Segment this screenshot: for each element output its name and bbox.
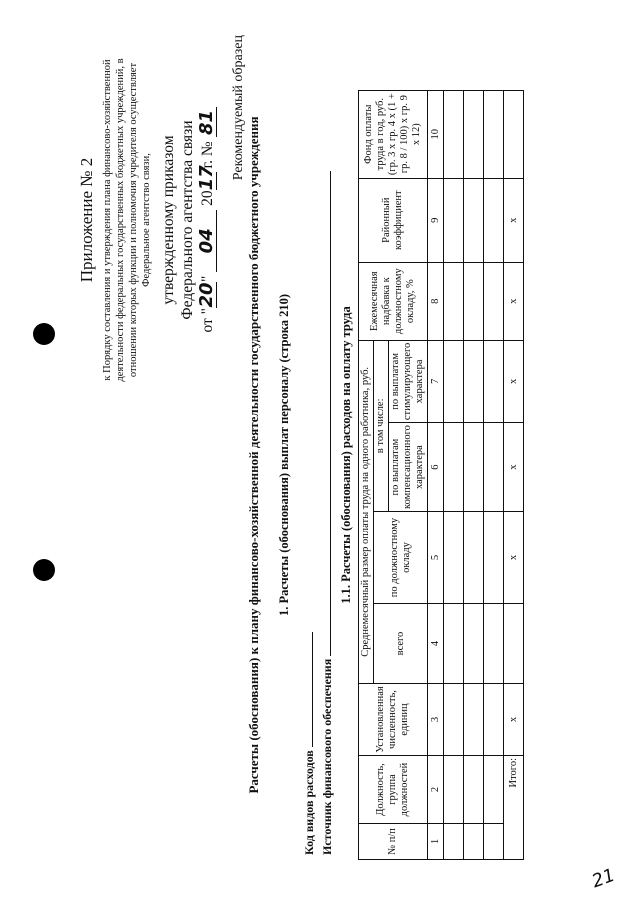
table-row [484, 90, 504, 859]
order-day: 20 [195, 282, 217, 308]
table-cell [444, 684, 464, 756]
table-cell [464, 262, 484, 340]
approved-line-2: Федерального агентства связи [178, 120, 196, 320]
order-date-line: от "20" 04 2017 г. № 81 [197, 50, 217, 390]
table-cell [464, 604, 484, 684]
approved-line-1: утвержденному приказом [159, 135, 177, 305]
section-title: 1. Расчеты (обоснования) выплат персоналу (строка 210) [277, 293, 291, 617]
table-cell [464, 824, 484, 860]
total-headcount: х [504, 684, 524, 756]
total-monthly-bonus: х [504, 262, 524, 340]
header-num: № п/п [359, 824, 428, 860]
order-number: 81 [197, 108, 217, 138]
total-label: Итого: [504, 756, 524, 860]
table-cell [444, 178, 464, 262]
table-cell [484, 824, 504, 860]
expense-code-field [300, 632, 317, 855]
total-annual-fund [504, 90, 524, 178]
total-stimulating: х [504, 340, 524, 422]
table-cell [444, 90, 464, 178]
table-cell [484, 684, 504, 756]
table-cell [444, 824, 464, 860]
column-number: 2 [428, 756, 444, 824]
total-row [504, 90, 524, 859]
appendix-block [78, 50, 217, 390]
column-number: 5 [428, 512, 444, 604]
header-avg-salary-group: Среднемесячный размер оплаты труда на одного работника, руб. [359, 340, 374, 683]
table-cell [464, 423, 484, 512]
order-month: 04 [197, 210, 217, 272]
rotated-page [10, 15, 630, 895]
column-number-row [428, 90, 444, 859]
funding-source-field [318, 171, 335, 855]
handwritten-page-number: 21 [589, 864, 618, 893]
table-cell [464, 684, 484, 756]
total-total [504, 604, 524, 684]
table-cell [484, 604, 504, 684]
table-cell [464, 178, 484, 262]
recommended-sample-label: Рекомендуемый образец [231, 35, 246, 181]
column-number: 8 [428, 262, 444, 340]
labor-cost-table [358, 90, 524, 860]
table-cell [464, 512, 484, 604]
table-cell [484, 512, 504, 604]
column-number: 6 [428, 423, 444, 512]
column-number: 4 [428, 604, 444, 684]
header-compensatory: по выплатам компенсационного характера [389, 423, 428, 512]
header-by-salary: по должностному окладу [374, 512, 428, 604]
column-number: 7 [428, 340, 444, 422]
expense-code-label: Код видов расходов [302, 750, 316, 855]
column-number: 3 [428, 684, 444, 756]
header-in-that-number: в том числе: [374, 340, 389, 511]
table-cell [444, 423, 464, 512]
table-cell [484, 340, 504, 422]
table-cell [464, 340, 484, 422]
table-cell [484, 756, 504, 824]
total-by-salary: х [504, 512, 524, 604]
column-number: 1 [428, 824, 444, 860]
total-regional-coef: х [504, 178, 524, 262]
table-cell [464, 90, 484, 178]
table-cell [484, 90, 504, 178]
header-stimulating: по выплатам стимулирующего характера [389, 340, 428, 422]
table-cell [484, 178, 504, 262]
table-cell [484, 423, 504, 512]
header-annual-fund: Фонд оплаты труда в год, руб. (гр. 3 х гр. 4 х (1 + гр. 8 / 100) х гр. 9 х 12) [359, 90, 428, 178]
table-row [444, 90, 464, 859]
header-total: всего [374, 604, 428, 684]
header-position: Должность, группа должностей [359, 756, 428, 824]
table-cell [444, 756, 464, 824]
column-number: 10 [428, 90, 444, 178]
table-row [464, 90, 484, 859]
table-cell [484, 262, 504, 340]
header-headcount: Установленная численность, единиц [359, 684, 428, 756]
order-year: 17 [195, 165, 217, 191]
column-number: 9 [428, 178, 444, 262]
header-monthly-bonus: Ежемесячная надбавка к должностному окладу, % [359, 262, 428, 340]
header-regional-coef: Районный коэффициент [359, 178, 428, 262]
appendix-title: Приложение № 2 [77, 157, 96, 283]
appendix-basis: к Порядку составления и утверждения плана финансово-хозяйственной деятельности федеральных государственных бюджетных учреждений, в отношении которых функции и полномочия учредителя осуществляет Федеральное агентство связи, [101, 58, 152, 382]
total-compensatory: х [504, 423, 524, 512]
table-cell [444, 512, 464, 604]
document-title: Расчеты (обоснования) к плану финансово-хозяйственной деятельности государственного бюджетного учреждения [246, 116, 261, 794]
funding-source-label: Источник финансового обеспечения [320, 658, 334, 855]
funding-source-line [318, 171, 331, 656]
table-cell [444, 604, 464, 684]
table-cell [444, 340, 464, 422]
expense-code-line [300, 632, 313, 747]
subsection-title: 1.1. Расчеты (обоснования) расходов на оплату труда [339, 306, 353, 604]
table-cell [464, 756, 484, 824]
table-cell [444, 262, 464, 340]
